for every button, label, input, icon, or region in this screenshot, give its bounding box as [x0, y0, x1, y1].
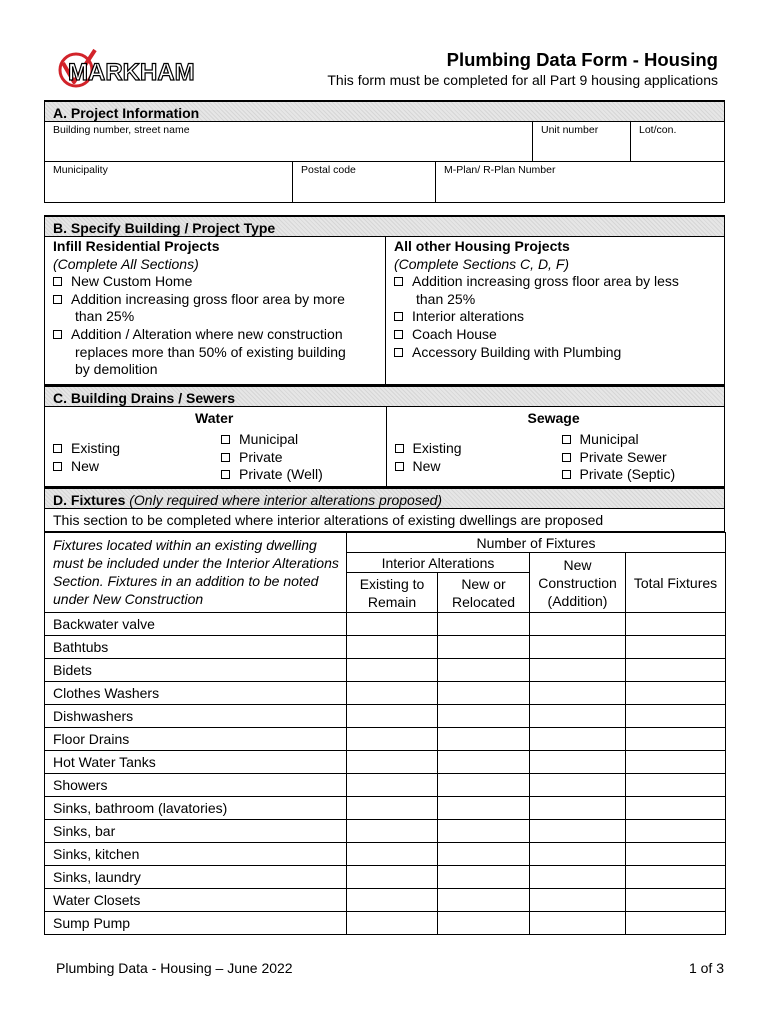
checkbox[interactable]	[395, 444, 404, 453]
checkbox[interactable]	[221, 470, 230, 479]
total-cell[interactable]	[626, 774, 726, 797]
footer-left: Plumbing Data - Housing – June 2022	[56, 960, 293, 976]
postal-code-label: Postal code	[301, 164, 356, 176]
other-housing-option-continuation: than 25%	[416, 290, 476, 307]
checkbox[interactable]	[394, 348, 403, 357]
new-construction-cell[interactable]	[530, 797, 626, 820]
section-d-title: D. Fixtures	[53, 492, 126, 508]
water-new-option[interactable]	[53, 458, 120, 476]
new-count-cell[interactable]	[438, 728, 530, 751]
total-cell[interactable]	[626, 682, 726, 705]
sewage-municipal-option[interactable]	[562, 431, 676, 449]
existing-count-cell[interactable]	[347, 705, 438, 728]
table-row	[45, 728, 726, 751]
checkbox[interactable]	[53, 277, 62, 286]
section-b-heading: B. Specify Building / Project Type	[44, 215, 725, 237]
infill-option-label: New Custom Home	[71, 273, 193, 290]
new-or-relocated-header: New or Relocated	[438, 573, 530, 613]
new-count-cell[interactable]	[438, 820, 530, 843]
checkbox[interactable]	[562, 435, 571, 444]
table-row	[45, 774, 726, 797]
fixture-name: Showers	[45, 774, 347, 797]
existing-count-cell[interactable]	[347, 774, 438, 797]
form-subtitle: This form must be completed for all Part 9 housing applications	[327, 72, 718, 88]
checkbox[interactable]	[53, 330, 62, 339]
fixture-name: Sinks, kitchen	[45, 843, 347, 866]
infill-option-label: Addition increasing gross floor area by more	[71, 290, 345, 307]
water-new-label: New	[71, 457, 100, 474]
table-row	[45, 912, 726, 935]
table-row	[45, 613, 726, 636]
mplan-label: M-Plan/ R-Plan Number	[444, 164, 556, 176]
new-count-cell[interactable]	[438, 705, 530, 728]
section-c-heading: C. Building Drains / Sewers	[44, 385, 725, 407]
existing-count-cell[interactable]	[347, 728, 438, 751]
fixture-name: Hot Water Tanks	[45, 751, 347, 774]
new-construction-cell[interactable]	[530, 636, 626, 659]
total-cell[interactable]	[626, 728, 726, 751]
existing-to-remain-header: Existing to Remain	[347, 573, 438, 613]
new-count-cell[interactable]	[438, 912, 530, 935]
markham-logo	[55, 46, 205, 92]
infill-option[interactable]	[53, 291, 385, 309]
water-existing-option[interactable]	[53, 440, 120, 458]
sewage-private-label: Private Sewer	[579, 448, 667, 465]
sewage-new-label: New	[412, 457, 441, 474]
new-construction-cell[interactable]	[530, 889, 626, 912]
total-cell[interactable]	[626, 636, 726, 659]
interior-alterations-header: Interior Alterations	[347, 553, 530, 573]
fixture-name: Sump Pump	[45, 912, 347, 935]
new-construction-cell[interactable]	[530, 820, 626, 843]
fixture-name: Dishwashers	[45, 705, 347, 728]
table-row	[45, 659, 726, 682]
plumbing-form	[44, 100, 725, 935]
new-count-cell[interactable]	[438, 636, 530, 659]
table-row	[45, 797, 726, 820]
existing-count-cell[interactable]	[347, 866, 438, 889]
new-count-cell[interactable]	[438, 843, 530, 866]
new-count-cell[interactable]	[438, 751, 530, 774]
new-construction-cell[interactable]	[530, 682, 626, 705]
checkbox[interactable]	[53, 295, 62, 304]
sewage-septic-label: Private (Septic)	[579, 466, 676, 483]
sewage-label: Sewage	[527, 410, 580, 426]
project-type-row	[44, 237, 725, 385]
other-housing-options	[394, 273, 724, 361]
infill-option-continuation: replaces more than 50% of existing building	[75, 343, 346, 360]
water-well-option[interactable]	[221, 466, 323, 484]
total-cell[interactable]	[626, 820, 726, 843]
new-construction-cell[interactable]	[530, 843, 626, 866]
total-cell[interactable]	[626, 705, 726, 728]
municipality-field[interactable]	[45, 162, 293, 202]
section-a-heading: A. Project Information	[44, 100, 725, 122]
sewage-new-option[interactable]	[395, 458, 462, 476]
new-count-cell[interactable]	[438, 889, 530, 912]
total-cell[interactable]	[626, 866, 726, 889]
other-housing-option-label: Interior alterations	[412, 308, 525, 325]
checkbox[interactable]	[562, 470, 571, 479]
sewage-existing-label: Existing	[412, 440, 462, 456]
municipality-label: Municipality	[53, 164, 108, 176]
number-of-fixtures-header: Number of Fixtures	[347, 533, 726, 553]
other-housing-option[interactable]	[394, 326, 724, 344]
infill-title: Infill Residential Projects	[53, 238, 220, 254]
total-cell[interactable]	[626, 797, 726, 820]
checkbox[interactable]	[562, 453, 571, 462]
other-housing-option[interactable]	[394, 308, 724, 326]
fixture-name: Bidets	[45, 659, 347, 682]
existing-count-cell[interactable]	[347, 751, 438, 774]
new-construction-cell[interactable]	[530, 705, 626, 728]
water-municipal-option[interactable]	[221, 431, 323, 449]
building-address-label: Building number, street name	[53, 124, 190, 136]
infill-column	[45, 237, 386, 384]
checkbox[interactable]	[53, 462, 62, 471]
table-row	[45, 636, 726, 659]
existing-count-cell[interactable]	[347, 912, 438, 935]
new-construction-cell[interactable]	[530, 774, 626, 797]
infill-option[interactable]	[53, 273, 385, 291]
page-number: 1 of 3	[688, 960, 724, 976]
other-housing-title: All other Housing Projects	[394, 238, 570, 254]
new-construction-header: New Construction (Addition)	[530, 553, 626, 613]
fixture-name: Sinks, laundry	[45, 866, 347, 889]
sewage-type-options	[562, 431, 676, 484]
sewage-septic-option[interactable]	[562, 466, 676, 484]
sewage-column	[387, 407, 725, 486]
checkbox[interactable]	[221, 435, 230, 444]
new-construction-cell[interactable]	[530, 728, 626, 751]
existing-count-cell[interactable]	[347, 659, 438, 682]
new-construction-cell[interactable]	[530, 866, 626, 889]
table-row	[45, 751, 726, 774]
infill-option-continuation: than 25%	[75, 308, 135, 325]
other-housing-option-label: Accessory Building with Plumbing	[412, 343, 622, 360]
total-cell[interactable]	[626, 659, 726, 682]
water-well-label: Private (Well)	[239, 466, 323, 483]
infill-options	[53, 273, 385, 379]
checkbox[interactable]	[221, 453, 230, 462]
drains-row	[44, 407, 725, 487]
water-existing-label: Existing	[71, 440, 121, 456]
other-housing-option[interactable]	[394, 273, 724, 291]
new-count-cell[interactable]	[438, 682, 530, 705]
table-row	[45, 820, 726, 843]
new-count-cell[interactable]	[438, 659, 530, 682]
form-title: Plumbing Data Form - Housing	[446, 49, 718, 70]
section-d-note: (Only required where interior alterations proposed)	[129, 492, 443, 508]
water-label: Water	[195, 410, 234, 426]
water-private-option[interactable]	[221, 449, 323, 467]
fixture-name: Sinks, bar	[45, 820, 347, 843]
sewage-municipal-label: Municipal	[579, 431, 639, 447]
mplan-field[interactable]	[436, 162, 724, 202]
water-private-label: Private	[239, 448, 283, 465]
new-construction-cell[interactable]	[530, 912, 626, 935]
other-housing-option[interactable]	[394, 344, 724, 362]
fixtures-intro: This section to be completed where interior alterations of existing dwellings are proposed	[44, 509, 725, 532]
infill-note: (Complete All Sections)	[53, 255, 199, 272]
unit-number-field[interactable]	[533, 122, 631, 161]
infill-option-label: Addition / Alteration where new construction	[71, 325, 343, 342]
new-construction-cell[interactable]	[530, 751, 626, 774]
table-row	[45, 682, 726, 705]
sewage-existing-option[interactable]	[395, 440, 462, 458]
project-row-1	[44, 122, 725, 162]
fixture-name: Bathtubs	[45, 636, 347, 659]
section-d-heading	[44, 487, 725, 509]
new-construction-cell[interactable]	[530, 659, 626, 682]
existing-count-cell[interactable]	[347, 820, 438, 843]
sewage-status-options	[395, 440, 462, 475]
existing-count-cell[interactable]	[347, 682, 438, 705]
water-status-options	[53, 440, 120, 475]
checkbox[interactable]	[395, 462, 404, 471]
sewage-private-option[interactable]	[562, 449, 676, 467]
lot-con-label: Lot/con.	[639, 124, 677, 136]
fixture-name: Floor Drains	[45, 728, 347, 751]
existing-count-cell[interactable]	[347, 889, 438, 912]
total-cell[interactable]	[626, 751, 726, 774]
fixtures-table	[44, 532, 726, 935]
water-municipal-label: Municipal	[239, 431, 299, 447]
fixtures-note: Fixtures located within an existing dwelling must be included under the Interior Alterations Section. Fixtures in an addition to be noted under New Construction	[45, 533, 347, 613]
table-row	[45, 889, 726, 912]
other-housing-option-label: Coach House	[412, 325, 497, 342]
checkbox[interactable]	[394, 312, 403, 321]
new-count-cell[interactable]	[438, 797, 530, 820]
water-column	[45, 407, 387, 486]
total-cell[interactable]	[626, 843, 726, 866]
new-count-cell[interactable]	[438, 866, 530, 889]
existing-count-cell[interactable]	[347, 843, 438, 866]
checkbox[interactable]	[394, 330, 403, 339]
total-cell[interactable]	[626, 912, 726, 935]
svg-text:MARKHAM: MARKHAM	[68, 59, 195, 86]
lot-con-field[interactable]	[631, 122, 724, 161]
building-address-field[interactable]	[45, 122, 533, 161]
existing-count-cell[interactable]	[347, 636, 438, 659]
checkbox[interactable]	[394, 277, 403, 286]
fixture-name: Sinks, bathroom (lavatories)	[45, 797, 347, 820]
unit-number-label: Unit number	[541, 124, 599, 136]
other-housing-column	[386, 237, 724, 384]
fixtures-header-row-1	[45, 533, 726, 553]
other-housing-note: (Complete Sections C, D, F)	[394, 255, 570, 272]
new-construction-cell[interactable]	[530, 613, 626, 636]
infill-option-continuation: by demolition	[75, 361, 158, 378]
total-cell[interactable]	[626, 889, 726, 912]
water-source-options	[221, 431, 323, 484]
new-count-cell[interactable]	[438, 774, 530, 797]
other-housing-option-label: Addition increasing gross floor area by less	[412, 273, 679, 290]
existing-count-cell[interactable]	[347, 613, 438, 636]
project-row-2	[44, 162, 725, 203]
table-row	[45, 843, 726, 866]
fixture-name: Water Closets	[45, 889, 347, 912]
checkbox[interactable]	[53, 444, 62, 453]
total-cell[interactable]	[626, 613, 726, 636]
fixture-name: Backwater valve	[45, 613, 347, 636]
total-fixtures-header: Total Fixtures	[626, 553, 726, 613]
infill-option[interactable]	[53, 326, 385, 344]
table-row	[45, 705, 726, 728]
new-count-cell[interactable]	[438, 613, 530, 636]
postal-code-field[interactable]	[293, 162, 436, 202]
existing-count-cell[interactable]	[347, 797, 438, 820]
fixture-name: Clothes Washers	[45, 682, 347, 705]
table-row	[45, 866, 726, 889]
